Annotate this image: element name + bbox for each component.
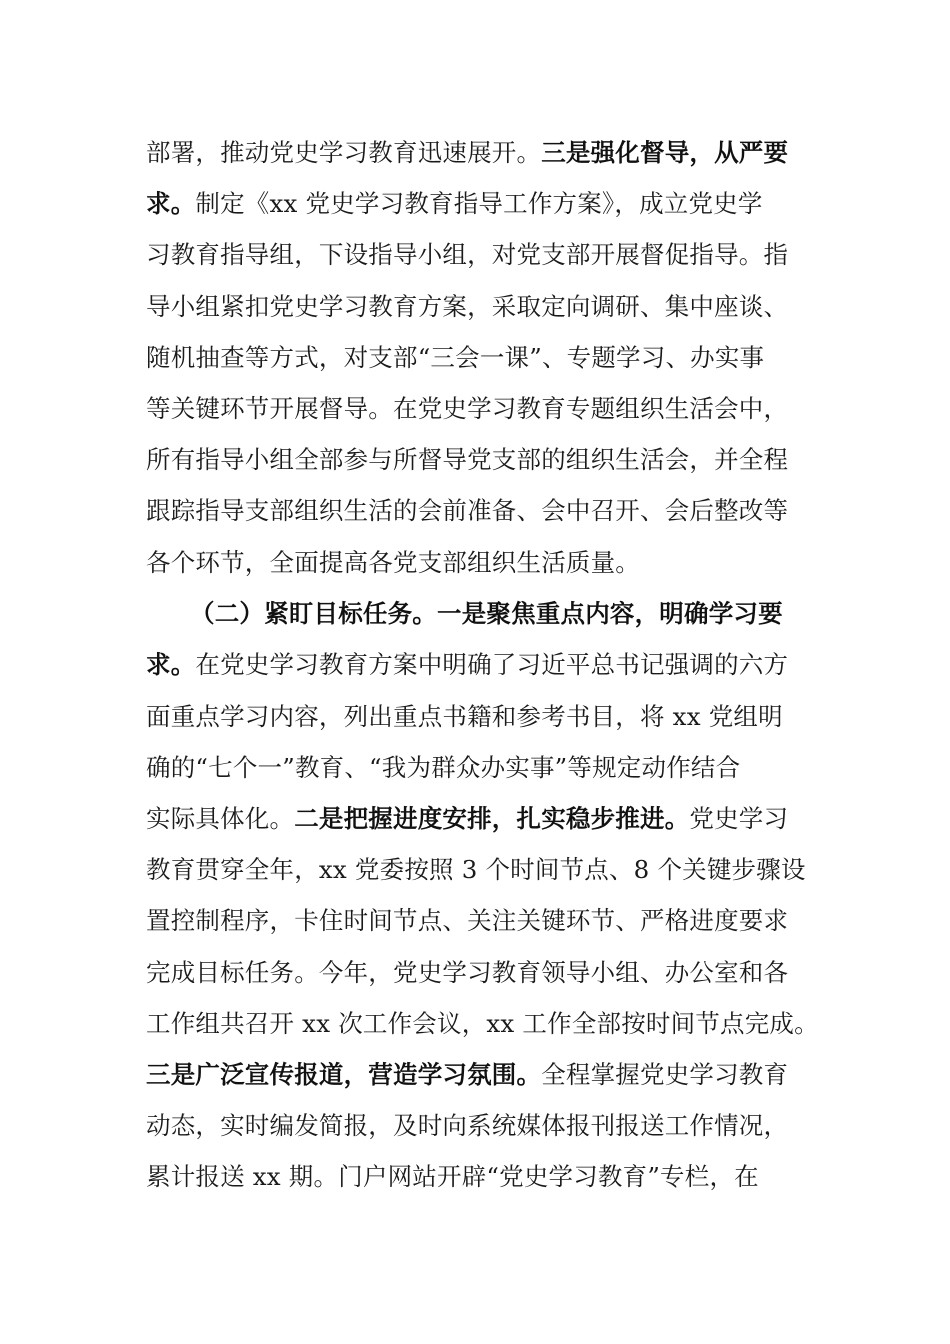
text-run: 等关键环节开展督导。在党史学习教育专题组织生活会中， [146,393,789,423]
text-line [146,691,826,742]
text-run: 部署，推动党史学习教育迅速展开。 [146,138,542,167]
text-line [146,229,826,280]
text-run: 面重点学习内容，列出重点书籍和参考书目，将 xx 党组明 [146,701,783,731]
section-heading-line [146,588,826,639]
text-run: 在党史学习教育方案中明确了习近平总书记强调的六方 [195,650,789,680]
text-run: 随机抽查等方式，对支部“三会一课”、专题学习、办实事 [146,342,765,372]
text-line [146,947,826,998]
text-run: 各个环节，全面提高各党支部组织生活质量。 [146,547,640,577]
text-line [146,1049,826,1100]
text-line [146,434,826,485]
text-line [146,895,826,946]
bold-text-run: 三是广泛宣传报道，营造学习氛围。 [146,1059,542,1089]
text-run: 工作组共召开 xx 次工作会议，xx 工作全部按时间节点完成。 [146,1008,819,1038]
text-run: 跟踪指导支部组织生活的会前准备、会中召开、会后整改等 [146,496,789,526]
text-run: 习教育指导组，下设指导小组，对党支部开展督促指导。指 [146,240,789,270]
text-run: 所有指导小组全部参与所督导党支部的组织生活会，并全程 [146,445,789,475]
text-run: 党史学习 [689,803,789,833]
text-line [146,998,826,1049]
text-line [146,383,826,434]
text-line [146,639,826,690]
text-line [146,127,826,178]
text-run: 教育贯穿全年，xx 党委按照 3 个时间节点、8 个关键步骤设 [146,855,806,885]
text-run: 实际具体化。 [146,803,295,833]
text-line [146,1151,826,1202]
text-run: 累计报送 xx 期。门户网站开辟“党史学习教育”专栏，在 [146,1162,759,1192]
text-run: 制定《xx 党史学习教育指导工作方案》，成立党史学 [195,189,763,219]
text-run: 动态，实时编发简报，及时向系统媒体报刊报送工作情况， [146,1111,789,1141]
text-run: 完成目标任务。今年，党史学习教育领导小组、办公室和各 [146,957,789,987]
text-line [146,281,826,332]
bold-text-run: （二）紧盯目标任务。一是聚焦重点内容，明确学习要 [190,599,783,629]
text-line [146,742,826,793]
text-run: 全程掌握党史学习教育 [541,1059,789,1089]
text-line [146,537,826,588]
bold-text-run: 二是把握进度安排，扎实稳步推进。 [294,803,690,833]
text-run: 导小组紧扣党史学习教育方案，采取定向调研、集中座谈、 [146,291,789,321]
bold-text-run: 求。 [146,650,196,680]
text-line [146,1100,826,1151]
text-line [146,793,826,844]
text-line [146,485,826,536]
bold-text-run: 求。 [146,189,196,219]
text-line [146,332,826,383]
body-text [146,127,826,1202]
text-line [146,178,826,229]
text-line [146,844,826,895]
text-run: 置控制程序，卡住时间节点、关注关键环节、严格进度要求 [146,906,789,936]
bold-text-run: 三是强化督导，从严要 [541,138,789,167]
text-run: 确的“七个一”教育、“我为群众办实事”等规定动作结合 [146,752,741,782]
